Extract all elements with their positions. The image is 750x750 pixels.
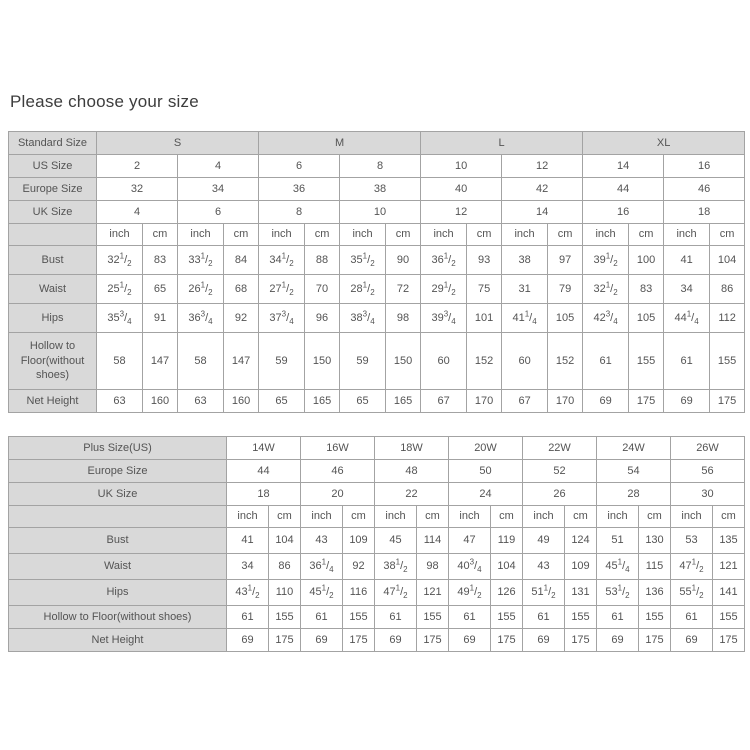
measure-value-cell: 175 [269,629,301,652]
measure-value-cell: $44^1/_4$ [664,304,710,333]
measure-value-cell: 41 [227,528,269,554]
unit-inch-cell: inch [227,506,269,528]
measure-value-cell: 61 [664,333,710,390]
info-value-cell: 18 [227,483,301,506]
info-value-cell: 50 [449,460,523,483]
measure-value-cell: $36^1/_4$ [301,554,343,580]
info-value-cell: 22W [523,437,597,460]
measure-value-cell: 105 [548,304,583,333]
row-label: Bust [9,528,227,554]
info-value-cell: 6 [259,155,340,178]
measure-value-cell: 69 [523,629,565,652]
unit-inch-cell: inch [375,506,417,528]
measure-value-cell: 152 [467,333,502,390]
info-value-cell: 16 [664,155,745,178]
measure-value-cell: 59 [259,333,305,390]
info-value-cell: 14W [227,437,301,460]
unit-inch-cell: inch [340,224,386,246]
measure-value-cell: $45^1/_4$ [597,554,639,580]
info-value-cell: 6 [178,201,259,224]
info-value-cell: 34 [178,178,259,201]
measure-value-cell: 97 [548,246,583,275]
measure-value-cell: 98 [417,554,449,580]
measure-value-cell: 61 [523,606,565,629]
measure-value-cell: 135 [713,528,745,554]
measure-value-cell: $28^1/_2$ [340,275,386,304]
info-row [9,155,745,178]
measure-row [9,390,745,413]
info-value-cell: 46 [664,178,745,201]
measure-value-cell: 126 [491,580,523,606]
measure-value-cell: 109 [343,528,375,554]
measure-value-cell: 58 [178,333,224,390]
unit-inch-cell: inch [502,224,548,246]
row-label: US Size [9,155,97,178]
measure-value-cell: $34^1/_2$ [259,246,305,275]
info-value-cell: 42 [502,178,583,201]
measure-value-cell: $55^1/_2$ [671,580,713,606]
measure-value-cell: 104 [491,554,523,580]
info-value-cell: 16 [583,201,664,224]
measure-value-cell: $47^1/_2$ [375,580,417,606]
measure-value-cell: 141 [713,580,745,606]
info-value-cell: 14 [502,201,583,224]
row-label: Europe Size [9,460,227,483]
unit-cm-cell: cm [491,506,523,528]
measure-value-cell: 160 [224,390,259,413]
info-value-cell: 14 [583,155,664,178]
measure-value-cell: $37^3/_4$ [259,304,305,333]
measure-value-cell: 49 [523,528,565,554]
measure-row [9,554,745,580]
info-row [9,483,745,506]
measure-value-cell: 59 [340,333,386,390]
measure-value-cell: $36^1/_2$ [421,246,467,275]
unit-cm-cell: cm [417,506,449,528]
measure-value-cell: 124 [565,528,597,554]
measure-value-cell: 155 [343,606,375,629]
info-value-cell: 10 [340,201,421,224]
measure-value-cell: 175 [629,390,664,413]
measure-value-cell: 104 [710,246,745,275]
measure-value-cell: 41 [664,246,710,275]
measure-value-cell: 155 [713,606,745,629]
measure-value-cell: 65 [143,275,178,304]
unit-cm-cell: cm [343,506,375,528]
measure-value-cell: $38^1/_2$ [375,554,417,580]
measure-value-cell: 79 [548,275,583,304]
measure-value-cell: 86 [710,275,745,304]
measure-value-cell: 63 [178,390,224,413]
measure-value-cell: $43^1/_2$ [227,580,269,606]
measure-value-cell: 61 [301,606,343,629]
measure-value-cell: 34 [664,275,710,304]
unit-inch-cell: inch [449,506,491,528]
measure-value-cell: $29^1/_2$ [421,275,467,304]
measure-value-cell: $51^1/_2$ [523,580,565,606]
measure-row [9,606,745,629]
measure-value-cell: $42^3/_4$ [583,304,629,333]
unit-cm-cell: cm [224,224,259,246]
table-spacer [8,413,742,436]
measure-value-cell: $38^3/_4$ [340,304,386,333]
row-label: Europe Size [9,178,97,201]
measure-value-cell: $36^3/_4$ [178,304,224,333]
measure-value-cell: 83 [143,246,178,275]
info-value-cell: 22 [375,483,449,506]
unit-inch-cell: inch [97,224,143,246]
measure-value-cell: 43 [301,528,343,554]
measure-value-cell: $45^1/_2$ [301,580,343,606]
unit-cm-cell: cm [467,224,502,246]
measure-value-cell: 38 [502,246,548,275]
info-value-cell: 20 [301,483,375,506]
measure-value-cell: 155 [491,606,523,629]
measure-value-cell: $25^1/_2$ [97,275,143,304]
measure-value-cell: 68 [224,275,259,304]
unit-cm-cell: cm [305,224,340,246]
row-label: Hips [9,580,227,606]
measure-row [9,304,745,333]
measure-value-cell: 34 [227,554,269,580]
measure-value-cell: 91 [143,304,178,333]
measure-value-cell: 155 [417,606,449,629]
plus-size-table [8,436,745,652]
measure-value-cell: $32^1/_2$ [583,275,629,304]
measure-value-cell: 175 [343,629,375,652]
size-group-cell: M [259,132,421,155]
measure-value-cell: 93 [467,246,502,275]
row-label: Waist [9,275,97,304]
measure-value-cell: 61 [375,606,417,629]
measure-value-cell: 69 [664,390,710,413]
measure-value-cell: 175 [639,629,671,652]
measure-value-cell: 155 [710,333,745,390]
measure-value-cell: 170 [548,390,583,413]
measure-value-cell: 152 [548,333,583,390]
size-group-cell: S [97,132,259,155]
unit-inch-cell: inch [178,224,224,246]
unit-row [9,506,745,528]
info-value-cell: 44 [227,460,301,483]
measure-value-cell: $49^1/_2$ [449,580,491,606]
unit-cm-cell: cm [565,506,597,528]
unit-inch-cell: inch [421,224,467,246]
measure-value-cell: 165 [386,390,421,413]
info-value-cell: 46 [301,460,375,483]
measure-value-cell: 175 [713,629,745,652]
measure-value-cell: 69 [583,390,629,413]
info-value-cell: 8 [259,201,340,224]
measure-value-cell: 67 [421,390,467,413]
measure-value-cell: 175 [565,629,597,652]
info-value-cell: 40 [421,178,502,201]
row-label: Plus Size(US) [9,437,227,460]
info-value-cell: 4 [97,201,178,224]
measure-value-cell: 90 [386,246,421,275]
info-value-cell: 52 [523,460,597,483]
unit-cm-cell: cm [639,506,671,528]
unit-inch-cell: inch [597,506,639,528]
info-value-cell: 38 [340,178,421,201]
measure-value-cell: 175 [710,390,745,413]
measure-value-cell: 51 [597,528,639,554]
measure-value-cell: 69 [671,629,713,652]
measure-value-cell: 105 [629,304,664,333]
row-label: Hollow to Floor(without shoes) [9,606,227,629]
measure-value-cell: 121 [713,554,745,580]
row-label [9,506,227,528]
measure-row [9,580,745,606]
row-label: Bust [9,246,97,275]
info-value-cell: 30 [671,483,745,506]
measure-value-cell: 84 [224,246,259,275]
measure-value-cell: 60 [421,333,467,390]
info-value-cell: 8 [340,155,421,178]
measure-value-cell: 61 [449,606,491,629]
unit-row [9,224,745,246]
info-value-cell: 26W [671,437,745,460]
unit-inch-cell: inch [259,224,305,246]
info-value-cell: 32 [97,178,178,201]
measure-value-cell: 115 [639,554,671,580]
measure-row [9,629,745,652]
measure-value-cell: 104 [269,528,301,554]
measure-row [9,246,745,275]
info-value-cell: 20W [449,437,523,460]
info-value-cell: 12 [502,155,583,178]
info-row [9,460,745,483]
info-value-cell: 18 [664,201,745,224]
measure-value-cell: 69 [301,629,343,652]
measure-value-cell: 70 [305,275,340,304]
page-title: Please choose your size [10,92,199,111]
measure-value-cell: $47^1/_2$ [671,554,713,580]
info-value-cell: 10 [421,155,502,178]
measure-value-cell: $35^3/_4$ [97,304,143,333]
measure-value-cell: 53 [671,528,713,554]
measure-value-cell: 100 [629,246,664,275]
measure-value-cell: 65 [340,390,386,413]
measure-value-cell: 155 [639,606,671,629]
measure-value-cell: $32^1/_2$ [97,246,143,275]
measure-value-cell: 86 [269,554,301,580]
measure-value-cell: 69 [449,629,491,652]
measure-value-cell: 114 [417,528,449,554]
unit-cm-cell: cm [548,224,583,246]
row-label: Hips [9,304,97,333]
measure-value-cell: 101 [467,304,502,333]
measure-value-cell: 65 [259,390,305,413]
measure-row [9,528,745,554]
measure-value-cell: 136 [639,580,671,606]
unit-inch-cell: inch [664,224,710,246]
size-group-cell: XL [583,132,745,155]
measure-value-cell: 112 [710,304,745,333]
unit-inch-cell: inch [583,224,629,246]
info-value-cell: 54 [597,460,671,483]
row-label: Hollow to Floor(without shoes) [9,333,97,390]
measure-value-cell: $40^3/_4$ [449,554,491,580]
measure-value-cell: 61 [583,333,629,390]
standard-size-table [8,131,745,413]
measure-value-cell: 147 [143,333,178,390]
unit-cm-cell: cm [269,506,301,528]
measure-value-cell: 60 [502,333,548,390]
unit-cm-cell: cm [713,506,745,528]
measure-value-cell: 147 [224,333,259,390]
measure-value-cell: 170 [467,390,502,413]
measure-value-cell: 31 [502,275,548,304]
measure-value-cell: 150 [305,333,340,390]
info-row [9,437,745,460]
info-value-cell: 48 [375,460,449,483]
measure-value-cell: 75 [467,275,502,304]
measure-value-cell: 155 [629,333,664,390]
measure-value-cell: $53^1/_2$ [597,580,639,606]
info-value-cell: 26 [523,483,597,506]
row-label: UK Size [9,483,227,506]
info-value-cell: 4 [178,155,259,178]
measure-value-cell: 98 [386,304,421,333]
info-value-cell: 24W [597,437,671,460]
measure-value-cell: 92 [343,554,375,580]
unit-inch-cell: inch [523,506,565,528]
unit-cm-cell: cm [629,224,664,246]
measure-value-cell: 67 [502,390,548,413]
measure-value-cell: 69 [227,629,269,652]
measure-value-cell: 175 [491,629,523,652]
measure-value-cell: $33^1/_2$ [178,246,224,275]
measure-value-cell: 88 [305,246,340,275]
measure-value-cell: 43 [523,554,565,580]
measure-value-cell: $27^1/_2$ [259,275,305,304]
measure-value-cell: $41^1/_4$ [502,304,548,333]
measure-value-cell: 119 [491,528,523,554]
info-value-cell: 16W [301,437,375,460]
measure-value-cell: $26^1/_2$ [178,275,224,304]
info-value-cell: 56 [671,460,745,483]
measure-value-cell: 131 [565,580,597,606]
measure-value-cell: 96 [305,304,340,333]
info-value-cell: 12 [421,201,502,224]
measure-value-cell: $39^3/_4$ [421,304,467,333]
measure-value-cell: 155 [269,606,301,629]
row-label: Net Height [9,629,227,652]
info-value-cell: 18W [375,437,449,460]
measure-value-cell: 45 [375,528,417,554]
measure-value-cell: 130 [639,528,671,554]
measure-row [9,275,745,304]
measure-value-cell: 160 [143,390,178,413]
measure-value-cell: 83 [629,275,664,304]
measure-value-cell: $39^1/_2$ [583,246,629,275]
measure-value-cell: 110 [269,580,301,606]
row-label: Net Height [9,390,97,413]
info-value-cell: 44 [583,178,664,201]
info-value-cell: 36 [259,178,340,201]
measure-value-cell: 63 [97,390,143,413]
measure-value-cell: 109 [565,554,597,580]
measure-value-cell: 155 [565,606,597,629]
measure-value-cell: 92 [224,304,259,333]
measure-value-cell: $35^1/_2$ [340,246,386,275]
size-group-cell: L [421,132,583,155]
measure-value-cell: 150 [386,333,421,390]
unit-inch-cell: inch [301,506,343,528]
unit-cm-cell: cm [143,224,178,246]
measure-value-cell: 47 [449,528,491,554]
unit-cm-cell: cm [710,224,745,246]
row-label: UK Size [9,201,97,224]
measure-value-cell: 58 [97,333,143,390]
row-label: Waist [9,554,227,580]
info-value-cell: 2 [97,155,178,178]
measure-value-cell: 165 [305,390,340,413]
unit-inch-cell: inch [671,506,713,528]
unit-cm-cell: cm [386,224,421,246]
info-value-cell: 24 [449,483,523,506]
measure-value-cell: 69 [375,629,417,652]
measure-row [9,333,745,390]
measure-value-cell: 61 [227,606,269,629]
standard-size-row [9,132,745,155]
measure-value-cell: 116 [343,580,375,606]
row-label: Standard Size [9,132,97,155]
measure-value-cell: 61 [597,606,639,629]
measure-value-cell: 61 [671,606,713,629]
measure-value-cell: 175 [417,629,449,652]
measure-value-cell: 72 [386,275,421,304]
info-row [9,178,745,201]
row-label [9,224,97,246]
info-value-cell: 28 [597,483,671,506]
measure-value-cell: 69 [597,629,639,652]
measure-value-cell: 121 [417,580,449,606]
info-row [9,201,745,224]
